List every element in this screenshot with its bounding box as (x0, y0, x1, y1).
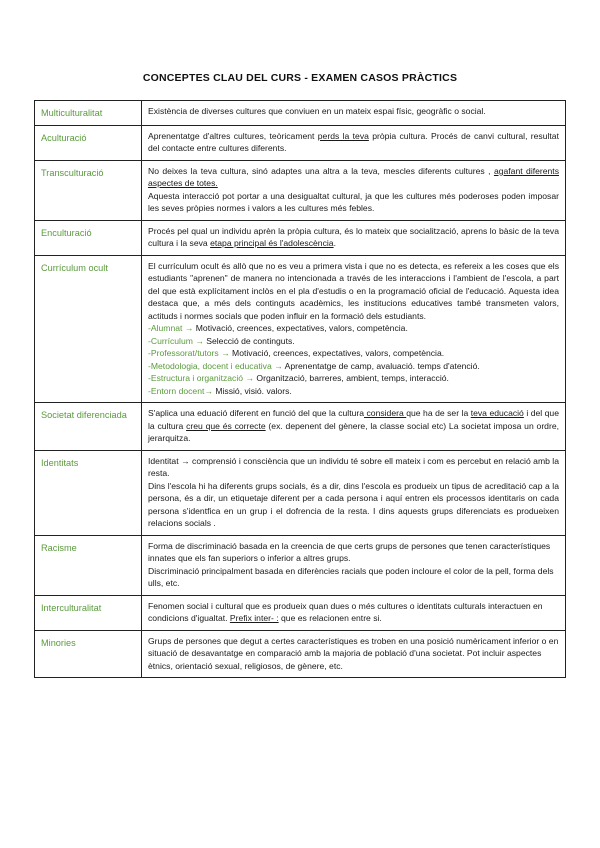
table-row (35, 160, 566, 220)
list-item-text: Selecció de continguts. (203, 335, 295, 346)
term-cell: Racisme (35, 535, 142, 595)
term-cell: Minories (35, 630, 142, 678)
definition-cell (142, 220, 566, 255)
list-item (148, 385, 559, 398)
underlined-text: teva educació (470, 408, 524, 418)
list-item-label: -Entorn docent→ (148, 385, 213, 396)
table-row (35, 630, 566, 678)
definition-text: Aquesta interacció pot portar a una desigualtat cultural, ja que les cultures més poderoses poden imposar les seves pròpies normes i valors a les cultures més febles. (148, 190, 559, 213)
page-title: CONCEPTES CLAU DEL CURS - EXAMEN CASOS PRÀCTICS (142, 72, 458, 84)
definition-text: El currículum ocult és allò que no es veu a primera vista i que no es detecta, es refereix a les coses que els estudiants "aprenen" de manera no intencionada a través de les interaccions i l'ambient de l'escola, a part del que està explícitament inclòs en el pla d'estudis o en la programació oficial de l'educació. Aquesta idea destaca que, a més dels continguts acadèmics, les institucions educatives també transmeten valors, actituds i normes socials que poden influir en la formació dels estudiants. (148, 260, 559, 321)
term-cell: Interculturalitat (35, 595, 142, 630)
term-cell: Aculturació (35, 125, 142, 160)
term-cell: Enculturació (35, 220, 142, 255)
list-item-text: Motivació, creences, expectatives, valors, competència. (193, 323, 408, 333)
underlined-text: perds la teva (317, 130, 369, 141)
definition-cell (142, 255, 566, 403)
table-row (35, 101, 566, 126)
list-item-text: Missió, visió. valors. (212, 385, 292, 396)
term-cell: Transculturació (35, 160, 142, 220)
definition-cell (142, 403, 566, 451)
table-row (35, 535, 566, 595)
definition-text: pròpia cultura. Procés de canvi cultural, resultat del contacte entre cultures diferents. (148, 130, 559, 153)
table-row (35, 255, 566, 403)
definition-cell (142, 125, 566, 160)
underlined-text: etapa principal és l'adolescència (210, 238, 334, 248)
list-item-label: -Currículum → (148, 335, 204, 346)
list-item (148, 372, 559, 385)
concepts-table (34, 100, 566, 678)
definition-cell (142, 450, 566, 535)
table-row (35, 595, 566, 630)
table-row (35, 125, 566, 160)
definition-text: Grups de persones que degut a certes característiques es troben en una posició numèricament inferior o en situació de desavantatge en comparació amb la majoria de població d'una societat. Pot incluir aspectes ètnics, orientació sexual, religiosos, de gènere, etc. (148, 635, 559, 671)
definition-text: Aprenentatge d'altres cultures, teòricament (148, 130, 318, 141)
list-item-label: -Metodologia, docent i educativa → (148, 360, 283, 371)
definition-cell (142, 535, 566, 595)
list-item-label: -Alumnat → (148, 323, 194, 333)
underlined-text: Prefix inter- : (229, 613, 279, 623)
term-cell: Multiculturalitat (35, 101, 142, 126)
definition-text: Existència de diverses cultures que conviuen en un mateix espai físic, geogràfic o social. (148, 106, 486, 116)
definition-text: Procés pel qual un individu aprèn la pròpia cultura, és lo mateix que socialització, aprens lo bàsic de la teva cultura i la seva (148, 225, 559, 248)
list-item-label: -Professorat/tutors → (148, 348, 230, 358)
definition-text: Identitat → comprensió i consciència que un individu té sobre ell mateix i com es percebut en relació amb la resta. (148, 455, 559, 478)
underlined-text: considera (364, 408, 407, 418)
definition-text: que es relacionen entre si. (278, 613, 382, 623)
definition-cell (142, 101, 566, 126)
definition-text: que ha de ser la (406, 408, 471, 418)
definition-text: i del que la cultura (148, 408, 559, 431)
definition-text: No deixes la teva cultura, sinó adaptes una altra a la teva, mescles diferents cultures , (148, 165, 494, 176)
term-cell: Societat diferenciada (35, 403, 142, 451)
definition-text: S'aplica una eduació diferent en funció del que la cultura (148, 408, 365, 418)
definition-cell (142, 595, 566, 630)
list-item (148, 322, 559, 335)
definition-cell (142, 630, 566, 678)
definition-cell (142, 160, 566, 220)
list-item (148, 360, 559, 373)
definition-text: Fenomen social i cultural que es produeix quan dues o més cultures o identitats culturals interactuen en condicions d'igualtat. (148, 600, 543, 623)
table-row (35, 220, 566, 255)
list-item-text: Organització, barreres, ambient, temps, interacció. (254, 373, 449, 383)
list-item-text: Aprenentatge de camp, avaluació. temps d'atenció. (282, 360, 480, 371)
definition-text: Forma de discriminació basada en la creencia de que certs grups de persones que tenen característiques innates que els fan superiors o inferior a altres grups. (148, 540, 551, 563)
underlined-text: creu que és correcte (186, 420, 266, 431)
list-item-text: Motivació, creences, expectatives, valors, competència. (229, 348, 445, 358)
list-item-label: -Estructura i organització → (148, 373, 255, 383)
term-cell: Identitats (35, 450, 142, 535)
underlined-text: agafant diferents aspectes de totes. (148, 165, 559, 188)
definition-text: (ex. depenent del gènere, la classe social etc) La societat imposa un ordre, jerarquitza. (148, 420, 559, 443)
list-item (148, 347, 559, 360)
definition-text: Dins l'escola hi ha diferents grups socials, és a dir, dins l'escola es produeix un tipus de acreditació cap a la persona, és a dir, un etiquetaje diferent per a cada persona i aquí entren els processos identitaris on cada persona s'identfica en un grup i el dofrencia de la resta. I dins aquests grups diferenciats es produeixen relacions socials . (148, 480, 559, 528)
definition-text: Discriminació principalment basada en diferències racials que poden incloure el color de la pell, forma dels ulls, etc. (148, 565, 554, 588)
list-item (148, 335, 559, 348)
definition-text: . (333, 238, 336, 248)
table-row (35, 403, 566, 451)
table-row (35, 450, 566, 535)
term-cell: Currículum ocult (35, 255, 142, 403)
